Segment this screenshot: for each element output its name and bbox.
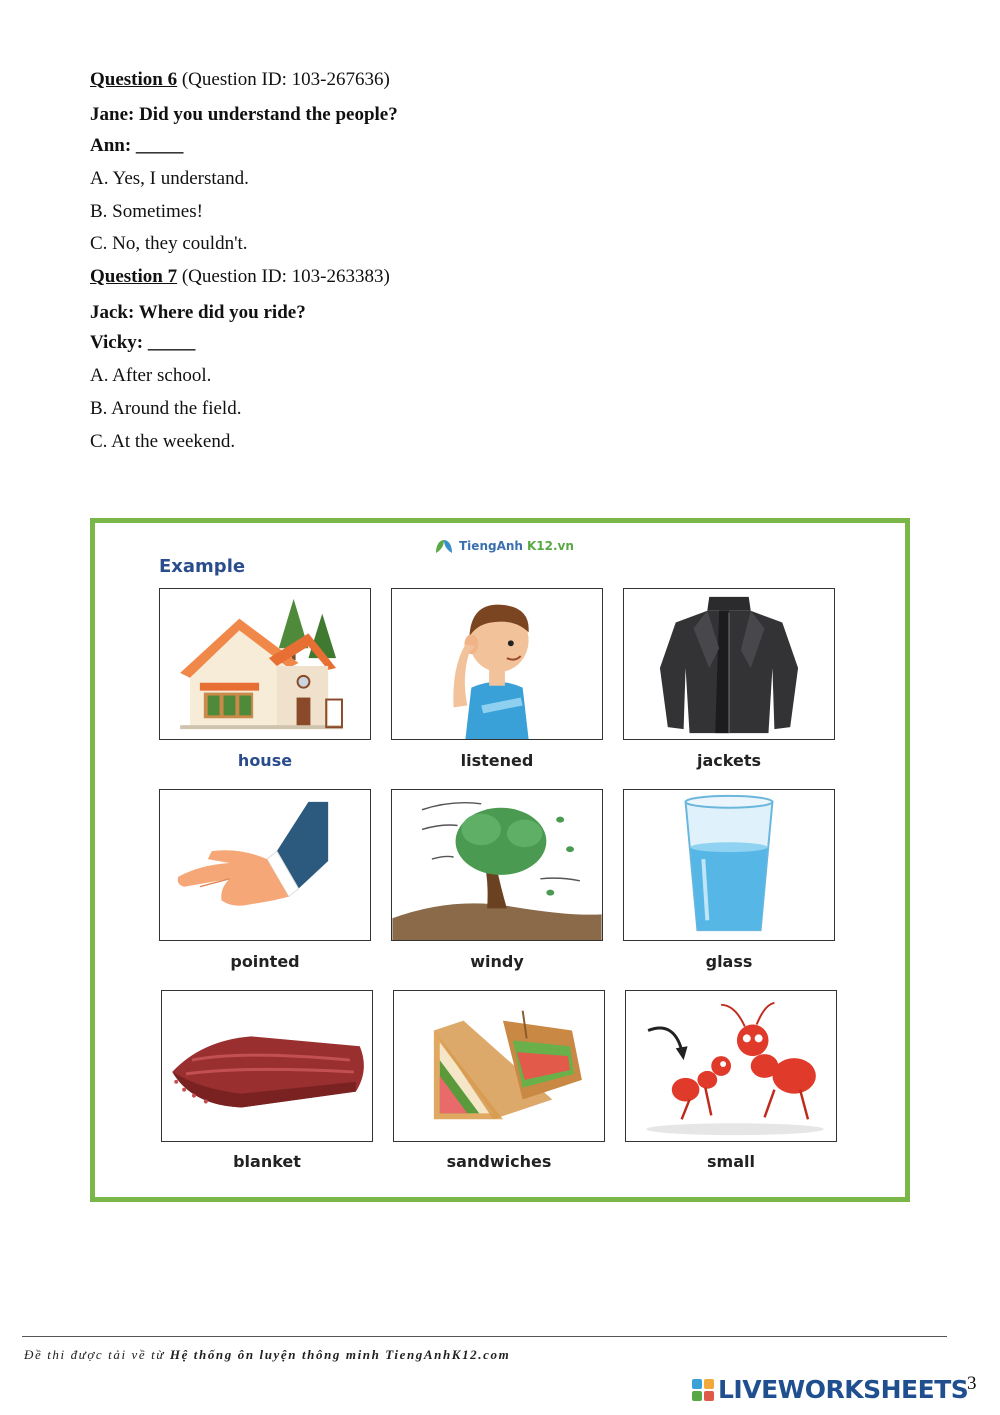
question-6-title: Question 6 (Question ID: 103-267636) [90, 69, 390, 90]
liveworksheets-watermark [692, 1375, 968, 1404]
question-6-id: (Question ID: 103-267636) [181, 69, 390, 90]
house-picture [159, 588, 371, 740]
label-windy: windy [470, 952, 524, 971]
brand-logo [433, 537, 574, 555]
brand-name: TiengAnh [459, 539, 523, 553]
question-7-option-c[interactable]: C. At the weekend. [90, 431, 236, 452]
blanket-picture [161, 990, 373, 1142]
question-6-prompt: Jane: Did you understand the people? [90, 104, 398, 125]
question-6-option-b[interactable]: B. Sometimes! [90, 201, 203, 222]
windy-picture [391, 789, 603, 941]
glass-of-water-icon [624, 790, 834, 940]
question-7-option-b[interactable]: B. Around the field. [90, 398, 242, 419]
sandwiches-picture [393, 990, 605, 1142]
label-house: house [237, 751, 293, 770]
vocabulary-picture-box [90, 518, 910, 1202]
label-glass: glass [705, 952, 753, 971]
page-number: 3 [967, 1373, 977, 1394]
label-pointed: pointed [230, 952, 300, 971]
question-7-title: Question 7 (Question ID: 103-263383) [90, 266, 390, 287]
liveworksheets-text: LIVEWORKSHEETS [718, 1375, 969, 1404]
house-icon [160, 589, 370, 739]
label-sandwiches: sandwiches [446, 1152, 552, 1171]
footer-prefix: Đề thi được tải về từ [24, 1347, 165, 1362]
footer-divider [22, 1336, 947, 1337]
footer-source-link[interactable]: Hệ thống ôn luyện thông minh TiengAnhK12.com [169, 1347, 511, 1362]
question-7-id: (Question ID: 103-263383) [181, 266, 390, 287]
question-6-option-a[interactable]: A. Yes, I understand. [90, 168, 249, 189]
listened-picture [391, 588, 603, 740]
footer-source [24, 1347, 510, 1363]
question-6-answer-blank: Ann: _____ [90, 135, 184, 156]
windy-tree-icon [392, 790, 602, 940]
small-picture [625, 990, 837, 1142]
pointing-hand-icon [160, 790, 370, 940]
brand-leaf-icon [433, 537, 455, 555]
question-7-option-a[interactable]: A. After school. [90, 365, 212, 386]
jacket-icon [624, 589, 834, 739]
label-listened: listened [460, 751, 534, 770]
question-7-prompt: Jack: Where did you ride? [90, 302, 306, 323]
liveworksheets-logo-icon [692, 1379, 714, 1401]
sandwich-icon [394, 991, 604, 1141]
example-heading: Example [159, 556, 246, 577]
label-small: small [707, 1152, 755, 1171]
glass-picture [623, 789, 835, 941]
question-7-answer-blank: Vicky: _____ [90, 332, 196, 353]
ants-icon [626, 991, 836, 1141]
jackets-picture [623, 588, 835, 740]
blanket-icon [162, 991, 372, 1141]
label-blanket: blanket [233, 1152, 301, 1171]
brand-suffix: K12.vn [526, 539, 574, 553]
boy-listening-icon [392, 589, 602, 739]
question-6-option-c[interactable]: C. No, they couldn't. [90, 233, 248, 254]
label-jackets: jackets [697, 751, 761, 770]
pointed-picture [159, 789, 371, 941]
